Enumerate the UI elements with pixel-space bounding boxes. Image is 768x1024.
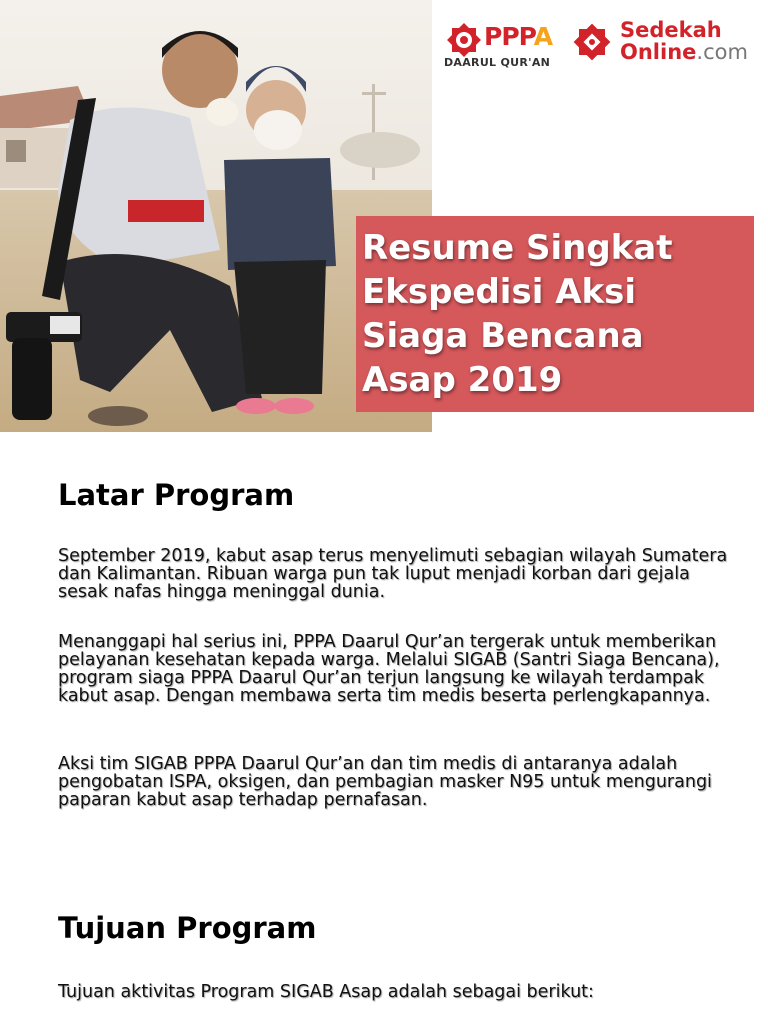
pppa-subtitle: DAARUL QUR'AN — [444, 56, 551, 69]
hero-title-line: Ekspedisi Aksi — [362, 272, 637, 312]
online-wordmark: Online.com — [620, 40, 748, 64]
pppa-daarul-quran-logo — [444, 18, 556, 74]
brand-logos — [444, 18, 754, 74]
sedekah-online-logo — [572, 18, 754, 74]
sedekah-online-emblem-icon — [572, 22, 612, 62]
hero-title-line: Resume Singkat — [362, 228, 673, 268]
pppa-wordmark: PPPA — [484, 22, 553, 51]
paragraph: Menanggapi hal serius ini, PPPA Daarul Qur’an tergerak untuk memberikan pelayanan kesehatan kepada warga. Melalui SIGAB (Santri Siaga Bencana), program siaga PPPA Daarul Qur’an terjun langsung ke wilayah terdampak kabut asap. Dengan membawa serta tim medis beserta perlengkapannya. — [58, 632, 720, 706]
section-heading-latar: Latar Program — [58, 478, 295, 512]
paragraph: Aksi tim SIGAB PPPA Daarul Qur’an dan tim medis di antaranya adalah pengobatan ISPA, oksigen, dan pembagian masker N95 untuk mengurangi paparan kabut asap terhadap pernafasan. — [58, 754, 712, 810]
section-heading-tujuan: Tujuan Program — [58, 911, 317, 945]
hero-title-line: Siaga Bencana — [362, 316, 644, 356]
paragraph: September 2019, kabut asap terus menyelimuti sebagian wilayah Sumatera dan Kalimantan. Ribuan warga pun tak luput menjadi korban dari gejala sesak nafas hingga meninggal dunia. — [58, 546, 728, 602]
pppa-emblem-icon — [446, 22, 482, 58]
hero-title-box — [356, 216, 754, 412]
paragraph: Tujuan aktivitas Program SIGAB Asap adalah sebagai berikut: — [58, 982, 594, 1002]
sedekah-wordmark: Sedekah — [620, 18, 722, 42]
hero-title-line: Asap 2019 — [362, 360, 563, 400]
